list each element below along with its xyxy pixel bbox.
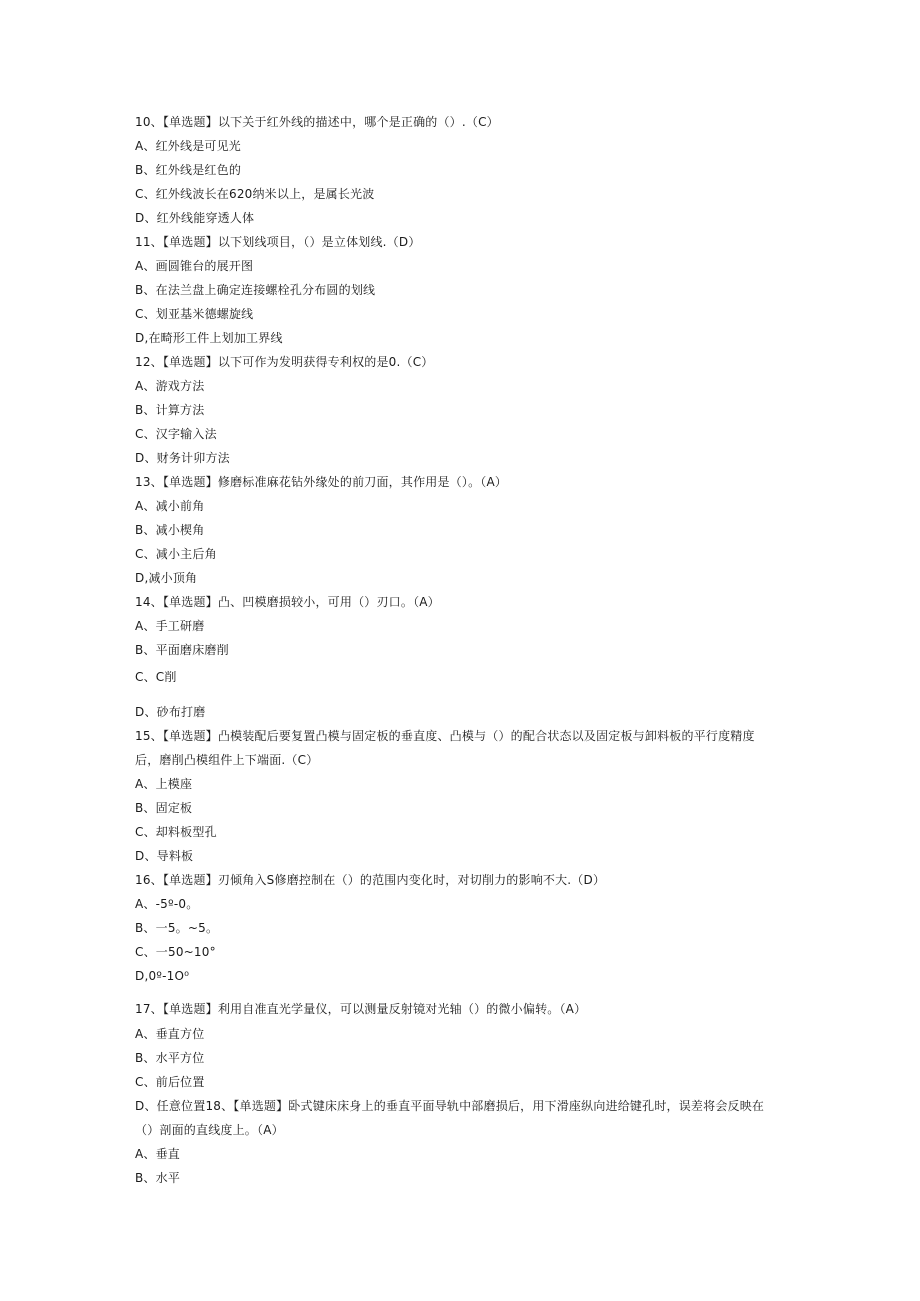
q10-option-c: C、红外线波长在620纳米以上，是属长光波 [135,187,375,201]
q11-option-d: D,在畸形工件上划加工界线 [135,331,283,345]
q16-option-d: D,0º-1O⁰ [135,969,190,983]
q17-option-d-question-18: D、任意位置18、【单选题】卧式键床床身上的垂直平面导轨中部磨损后，用下滑座纵向进给键孔时，误差将会反映在 [135,1099,765,1113]
q10-option-a: A、红外线是可见光 [135,139,242,153]
q11-option-a: A、画圆锥台的展开图 [135,259,254,273]
q15-option-a: A、上模座 [135,777,193,791]
q12-option-b: B、计算方法 [135,403,205,417]
q15-option-b: B、固定板 [135,801,193,815]
question-18-cont: （）剖面的直线度上。（A） [135,1123,284,1137]
q13-option-c: C、减小主后角 [135,547,217,561]
question-12: 12、【单选题】以下可作为发明获得专利权的是0.（C） [135,355,434,369]
q11-option-b: B、在法兰盘上确定连接螺栓孔分布圆的划线 [135,283,376,297]
q13-option-a: A、减小前角 [135,499,205,513]
question-10: 10、【单选题】以下关于红外线的描述中，哪个是正确的（）.（C） [135,115,499,129]
q17-option-b: B、水平方位 [135,1051,205,1065]
q18-option-b: B、水平 [135,1171,181,1185]
q11-option-c: C、划亚基米德螺旋线 [135,307,254,321]
q16-option-b: B、一5。~5。 [135,921,219,935]
question-11: 11、【单选题】以下划线项目，（）是立体划线.（D） [135,235,421,249]
question-15: 15、【单选题】凸模装配后要复置凸模与固定板的垂直度、凸模与（）的配合状态以及固定板与卸料板的平行度精度 [135,729,755,743]
q17-option-c: C、前后位置 [135,1075,205,1089]
q14-option-c: C、C削 [135,670,177,684]
q16-option-a: A、-5º-0。 [135,897,199,911]
q10-option-b: B、红外线是红色的 [135,163,242,177]
q12-option-d: D、财务计卯方法 [135,451,230,465]
question-16: 16、【单选题】刃倾角入S修磨控制在（）的范围内变化时，对切削力的影响不大.（D） [135,873,606,887]
q15-option-c: C、却料板型孔 [135,825,217,839]
q10-option-d: D、红外线能穿透人体 [135,211,255,225]
question-14: 14、【单选题】凸、凹模磨损较小，可用（）刃口。（A） [135,595,440,609]
q14-option-a: A、手工研磨 [135,619,205,633]
question-17: 17、【单选题】利用自准直光学量仪，可以测量反射镜对光轴（）的微小偏转。（A） [135,1002,587,1016]
q13-option-d: D,减小顶角 [135,571,198,585]
q14-option-b: B、平面磨床磨削 [135,643,229,657]
q12-option-a: A、游戏方法 [135,379,205,393]
q18-option-a: A、垂直 [135,1147,181,1161]
q12-option-c: C、汉字输入法 [135,427,217,441]
question-15-cont: 后，磨削凸模组件上下端面.（C） [135,753,319,767]
q14-option-d: D、砂布打磨 [135,705,206,719]
q16-option-c: C、一50~10° [135,945,216,959]
q13-option-b: B、减小楔角 [135,523,205,537]
question-13: 13、【单选题】修磨标准麻花钻外缘处的前刀面，其作用是（）。（A） [135,475,508,489]
q15-option-d: D、导料板 [135,849,194,863]
q17-option-a: A、垂直方位 [135,1027,205,1041]
